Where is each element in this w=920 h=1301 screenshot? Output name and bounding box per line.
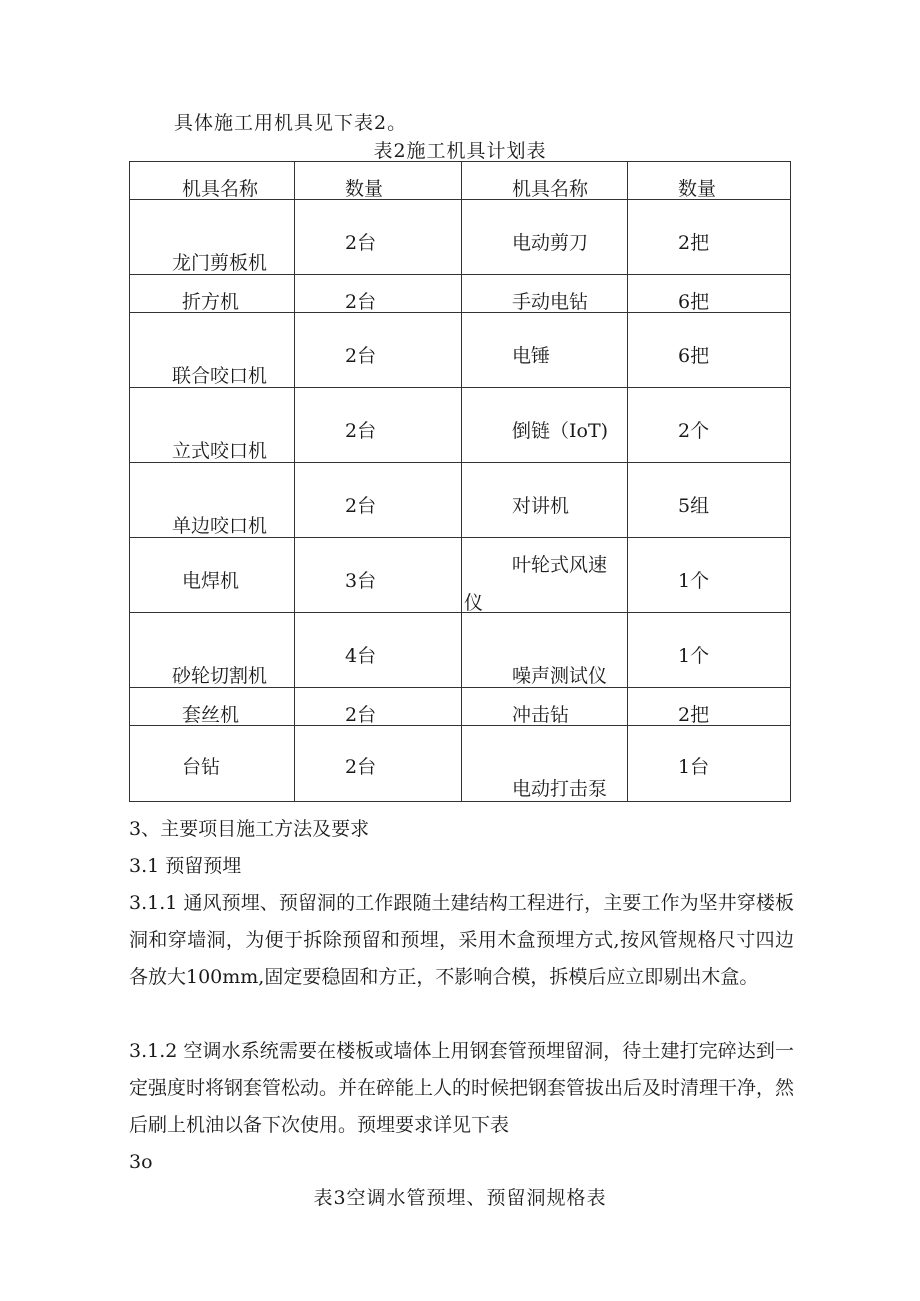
table-header-row	[130, 162, 791, 200]
table-row: 砂轮切割机 4台 噪声测试仪 1个	[130, 613, 791, 688]
table2-caption: 表2施工机具计划表	[373, 140, 547, 162]
table-row: 折方机 2台 手动电钻 6把	[130, 275, 791, 313]
intro-text: 具体施工用机具见下表2。	[174, 112, 408, 134]
header-cell: 数量	[295, 162, 462, 200]
equipment-table	[129, 161, 791, 802]
header-cell: 机具名称	[462, 162, 628, 200]
table-row: 联合咬口机 2台 电锤 6把	[130, 313, 791, 388]
table-row: 立式咬口机 2台 倒链（IoT) 2个	[130, 388, 791, 463]
table-row: 套丝机 2台 冲击钻 2把	[130, 688, 791, 726]
header-cell: 数量	[628, 162, 791, 200]
subsection-heading: 3.1 预留预埋	[129, 855, 242, 877]
table-row: 龙门剪板机 2台 电动剪刀 2把	[130, 200, 791, 275]
table-row: 单边咬口机 2台 对讲机 5组	[130, 463, 791, 538]
table-row: 台钻 2台 电动打击泵 1台	[130, 726, 791, 802]
table3-caption: 表3空调水管预埋、预留洞规格表	[313, 1187, 607, 1209]
paragraph-3-1-2-end: 3o	[129, 1151, 153, 1173]
header-cell: 机具名称	[130, 162, 295, 200]
section-heading: 3、主要项目施工方法及要求	[129, 818, 370, 840]
paragraph-3-1-1: 3.1.1 通风预埋、预留洞的工作跟随土建结构工程进行，主要工作为坚井穿楼板洞和穿墙洞，为便于拆除预留和预埋，采用木盒预埋方式,按风管规格尺寸四边各放大100mm,固定要稳固和方正，不影响合模，拆模后应立即剔出木盒。	[129, 892, 794, 988]
table-row: 电焊机 3台 叶轮式风速 仪 1个	[130, 538, 791, 613]
paragraph-3-1-2: 3.1.2 空调水系统需要在楼板或墙体上用钢套管预埋留洞，待土建打完碎达到一定强度时将钢套管松动。并在碎能上人的时候把钢套管拔出后及时清理干净，然后刷上机油以备下次使用。预埋要求详见下表	[129, 1040, 795, 1136]
